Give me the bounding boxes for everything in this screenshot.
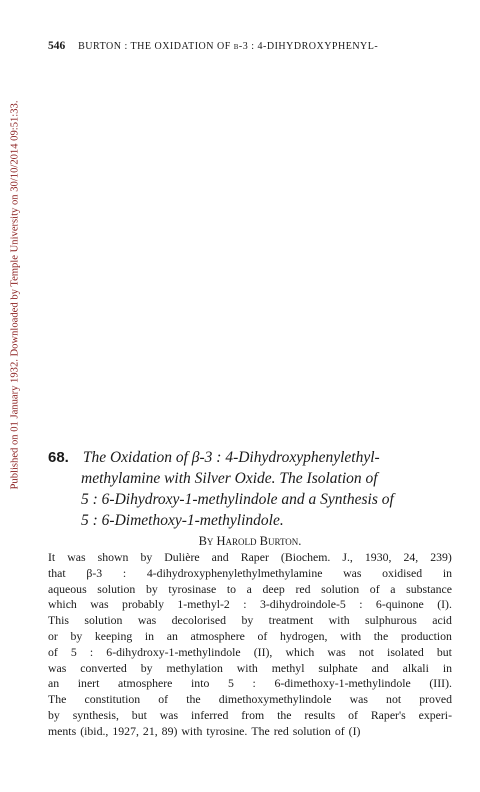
word: the — [277, 707, 292, 722]
word: β-3 — [86, 565, 103, 580]
body-line — [48, 692, 452, 708]
word: Raper — [240, 550, 269, 564]
word: 5 — [70, 644, 77, 659]
word: and — [371, 660, 389, 675]
word: Raper's — [370, 707, 406, 722]
download-watermark — [6, 95, 24, 495]
word: by — [140, 550, 153, 564]
word: (Biochem. — [280, 550, 331, 564]
word: Dulière — [164, 550, 200, 564]
word: inert — [77, 676, 100, 691]
body-line — [48, 613, 452, 629]
title-line-text: 5 : 6-Dimethoxy-1-methylindole. — [81, 512, 284, 529]
word: which — [285, 644, 315, 659]
body-line — [48, 645, 452, 661]
word: the — [186, 692, 201, 707]
word: synthesis, — [72, 707, 119, 722]
title-line-text: 5 : 6-Dihydroxy-1-methylindole and a Synthesis of — [81, 491, 394, 508]
word: but — [131, 707, 147, 722]
body-line — [48, 661, 452, 677]
word: which — [48, 597, 77, 612]
word: methyl — [271, 660, 305, 675]
word: by — [140, 660, 153, 675]
running-title: BURTON : THE OXIDATION OF β-3 : 4-DIHYDROXYPHENYL- — [78, 41, 379, 52]
word: 239) — [430, 550, 452, 564]
body-line — [48, 550, 452, 566]
word: of — [48, 644, 58, 659]
body-line — [48, 708, 452, 724]
word: with — [236, 660, 258, 675]
author-name: By Harold Burton. — [198, 534, 302, 548]
word: was — [159, 707, 179, 722]
body-text — [48, 550, 452, 740]
download-watermark-text: Published on 01 January 1932. Downloaded by Temple University on 30/10/2014 09:51:33. — [9, 100, 21, 490]
body-line — [48, 597, 452, 613]
word: by — [241, 613, 254, 628]
word: decolorised — [171, 613, 227, 628]
word: 6-dihydroxy-1-methylindole — [106, 644, 241, 659]
word: The — [48, 692, 67, 707]
word: It — [48, 550, 56, 564]
title-line — [48, 468, 452, 489]
word: aqueous — [48, 581, 87, 596]
word: tyrosine. — [206, 723, 248, 738]
word: red — [273, 723, 289, 738]
word: sulphate — [318, 660, 358, 675]
word: probably — [122, 597, 164, 612]
word: was — [349, 692, 368, 707]
word: (I) — [348, 723, 361, 738]
word: : — [252, 676, 256, 691]
word: 6-quinone — [375, 597, 424, 612]
word: was — [90, 597, 109, 612]
title-line — [48, 447, 452, 468]
title-line-text: methylamine with Silver Oxide. The Isolation of — [81, 470, 378, 487]
body-line — [48, 582, 452, 598]
word: with — [340, 628, 362, 643]
word: J., — [342, 550, 353, 564]
word: tyrosinase — [168, 581, 217, 596]
word: or — [48, 628, 58, 643]
word: substance — [406, 581, 452, 596]
word: of — [257, 628, 268, 643]
word: solution — [292, 723, 331, 738]
word: treatment — [268, 613, 314, 628]
body-line — [48, 629, 452, 645]
word: by — [145, 581, 158, 596]
word: but — [436, 644, 452, 659]
word: and — [211, 550, 229, 564]
word: 1930, — [364, 550, 392, 564]
article-number: 68. — [48, 449, 69, 466]
word: in — [442, 565, 452, 580]
word: constitution — [84, 692, 141, 707]
title-line — [48, 510, 452, 531]
word: an — [166, 628, 178, 643]
word: This — [48, 613, 69, 628]
word: that — [48, 565, 66, 580]
word: acid — [432, 613, 452, 628]
word: methylation — [166, 660, 223, 675]
word: was — [137, 613, 157, 628]
word: solution — [97, 581, 136, 596]
word: 6-dimethoxy-1-methylindole — [274, 676, 411, 691]
word: (ibid., — [80, 723, 109, 738]
word: to — [226, 581, 237, 596]
word: alkali — [402, 660, 429, 675]
word: from — [241, 707, 265, 722]
body-line — [48, 724, 452, 740]
article-title — [48, 447, 452, 531]
word: (III). — [429, 676, 452, 691]
word: red — [295, 581, 311, 596]
word: was — [327, 644, 346, 659]
word: : — [359, 597, 363, 612]
word: : — [122, 565, 127, 580]
word: of — [158, 692, 169, 707]
word: 4-dihydroxyphenylethylmethylamine — [146, 565, 323, 580]
word: converted — [80, 660, 127, 675]
word: 1-methyl-2 — [177, 597, 230, 612]
word: solution — [321, 581, 360, 596]
word: : — [243, 597, 247, 612]
word: deep — [262, 581, 285, 596]
word: by — [70, 628, 83, 643]
word: a — [246, 581, 252, 596]
word: hydrogen, — [280, 628, 328, 643]
word: dimethoxymethylindole — [218, 692, 332, 707]
word: production — [400, 628, 452, 643]
word: 1927, — [112, 723, 139, 738]
body-line — [48, 676, 452, 692]
word: (I). — [437, 597, 452, 612]
body-line — [48, 566, 452, 582]
word: experi- — [418, 707, 452, 722]
word: a — [390, 581, 396, 596]
word: proved — [419, 692, 452, 707]
page-number: 546 — [48, 40, 66, 52]
word: into — [191, 676, 210, 691]
word: not — [358, 644, 374, 659]
word: of — [334, 723, 345, 738]
word: an — [48, 676, 60, 691]
word: inferred — [191, 707, 229, 722]
word: solution — [84, 613, 123, 628]
word: with — [181, 723, 203, 738]
word: shown — [97, 550, 129, 564]
word: (II), — [253, 644, 273, 659]
word: was — [67, 550, 86, 564]
byline — [48, 534, 452, 549]
word: 24, — [403, 550, 419, 564]
word: in — [442, 660, 452, 675]
word: not — [386, 692, 402, 707]
word: 3-dihydroindole-5 — [259, 597, 346, 612]
word: with — [328, 613, 350, 628]
word: isolated — [387, 644, 424, 659]
word: the — [373, 628, 389, 643]
word: results — [304, 707, 336, 722]
word: ments — [48, 723, 77, 738]
word: of — [369, 581, 380, 596]
word: 21, — [142, 723, 158, 738]
word: : — [89, 644, 94, 659]
running-header — [48, 40, 452, 52]
title-line-text: The Oxidation of β-3 : 4-Dihydroxyphenylethyl- — [82, 449, 380, 466]
word: was — [343, 565, 362, 580]
word: oxidised — [382, 565, 423, 580]
word: sulphurous — [365, 613, 417, 628]
word: by — [48, 707, 60, 722]
word: atmosphere — [190, 628, 245, 643]
word: in — [144, 628, 155, 643]
title-line — [48, 489, 452, 510]
word: 89) — [161, 723, 178, 738]
word: of — [348, 707, 358, 722]
word: The — [251, 723, 270, 738]
word: keeping — [94, 628, 133, 643]
word: 5 — [228, 676, 234, 691]
word: atmosphere — [118, 676, 173, 691]
word: was — [48, 660, 67, 675]
